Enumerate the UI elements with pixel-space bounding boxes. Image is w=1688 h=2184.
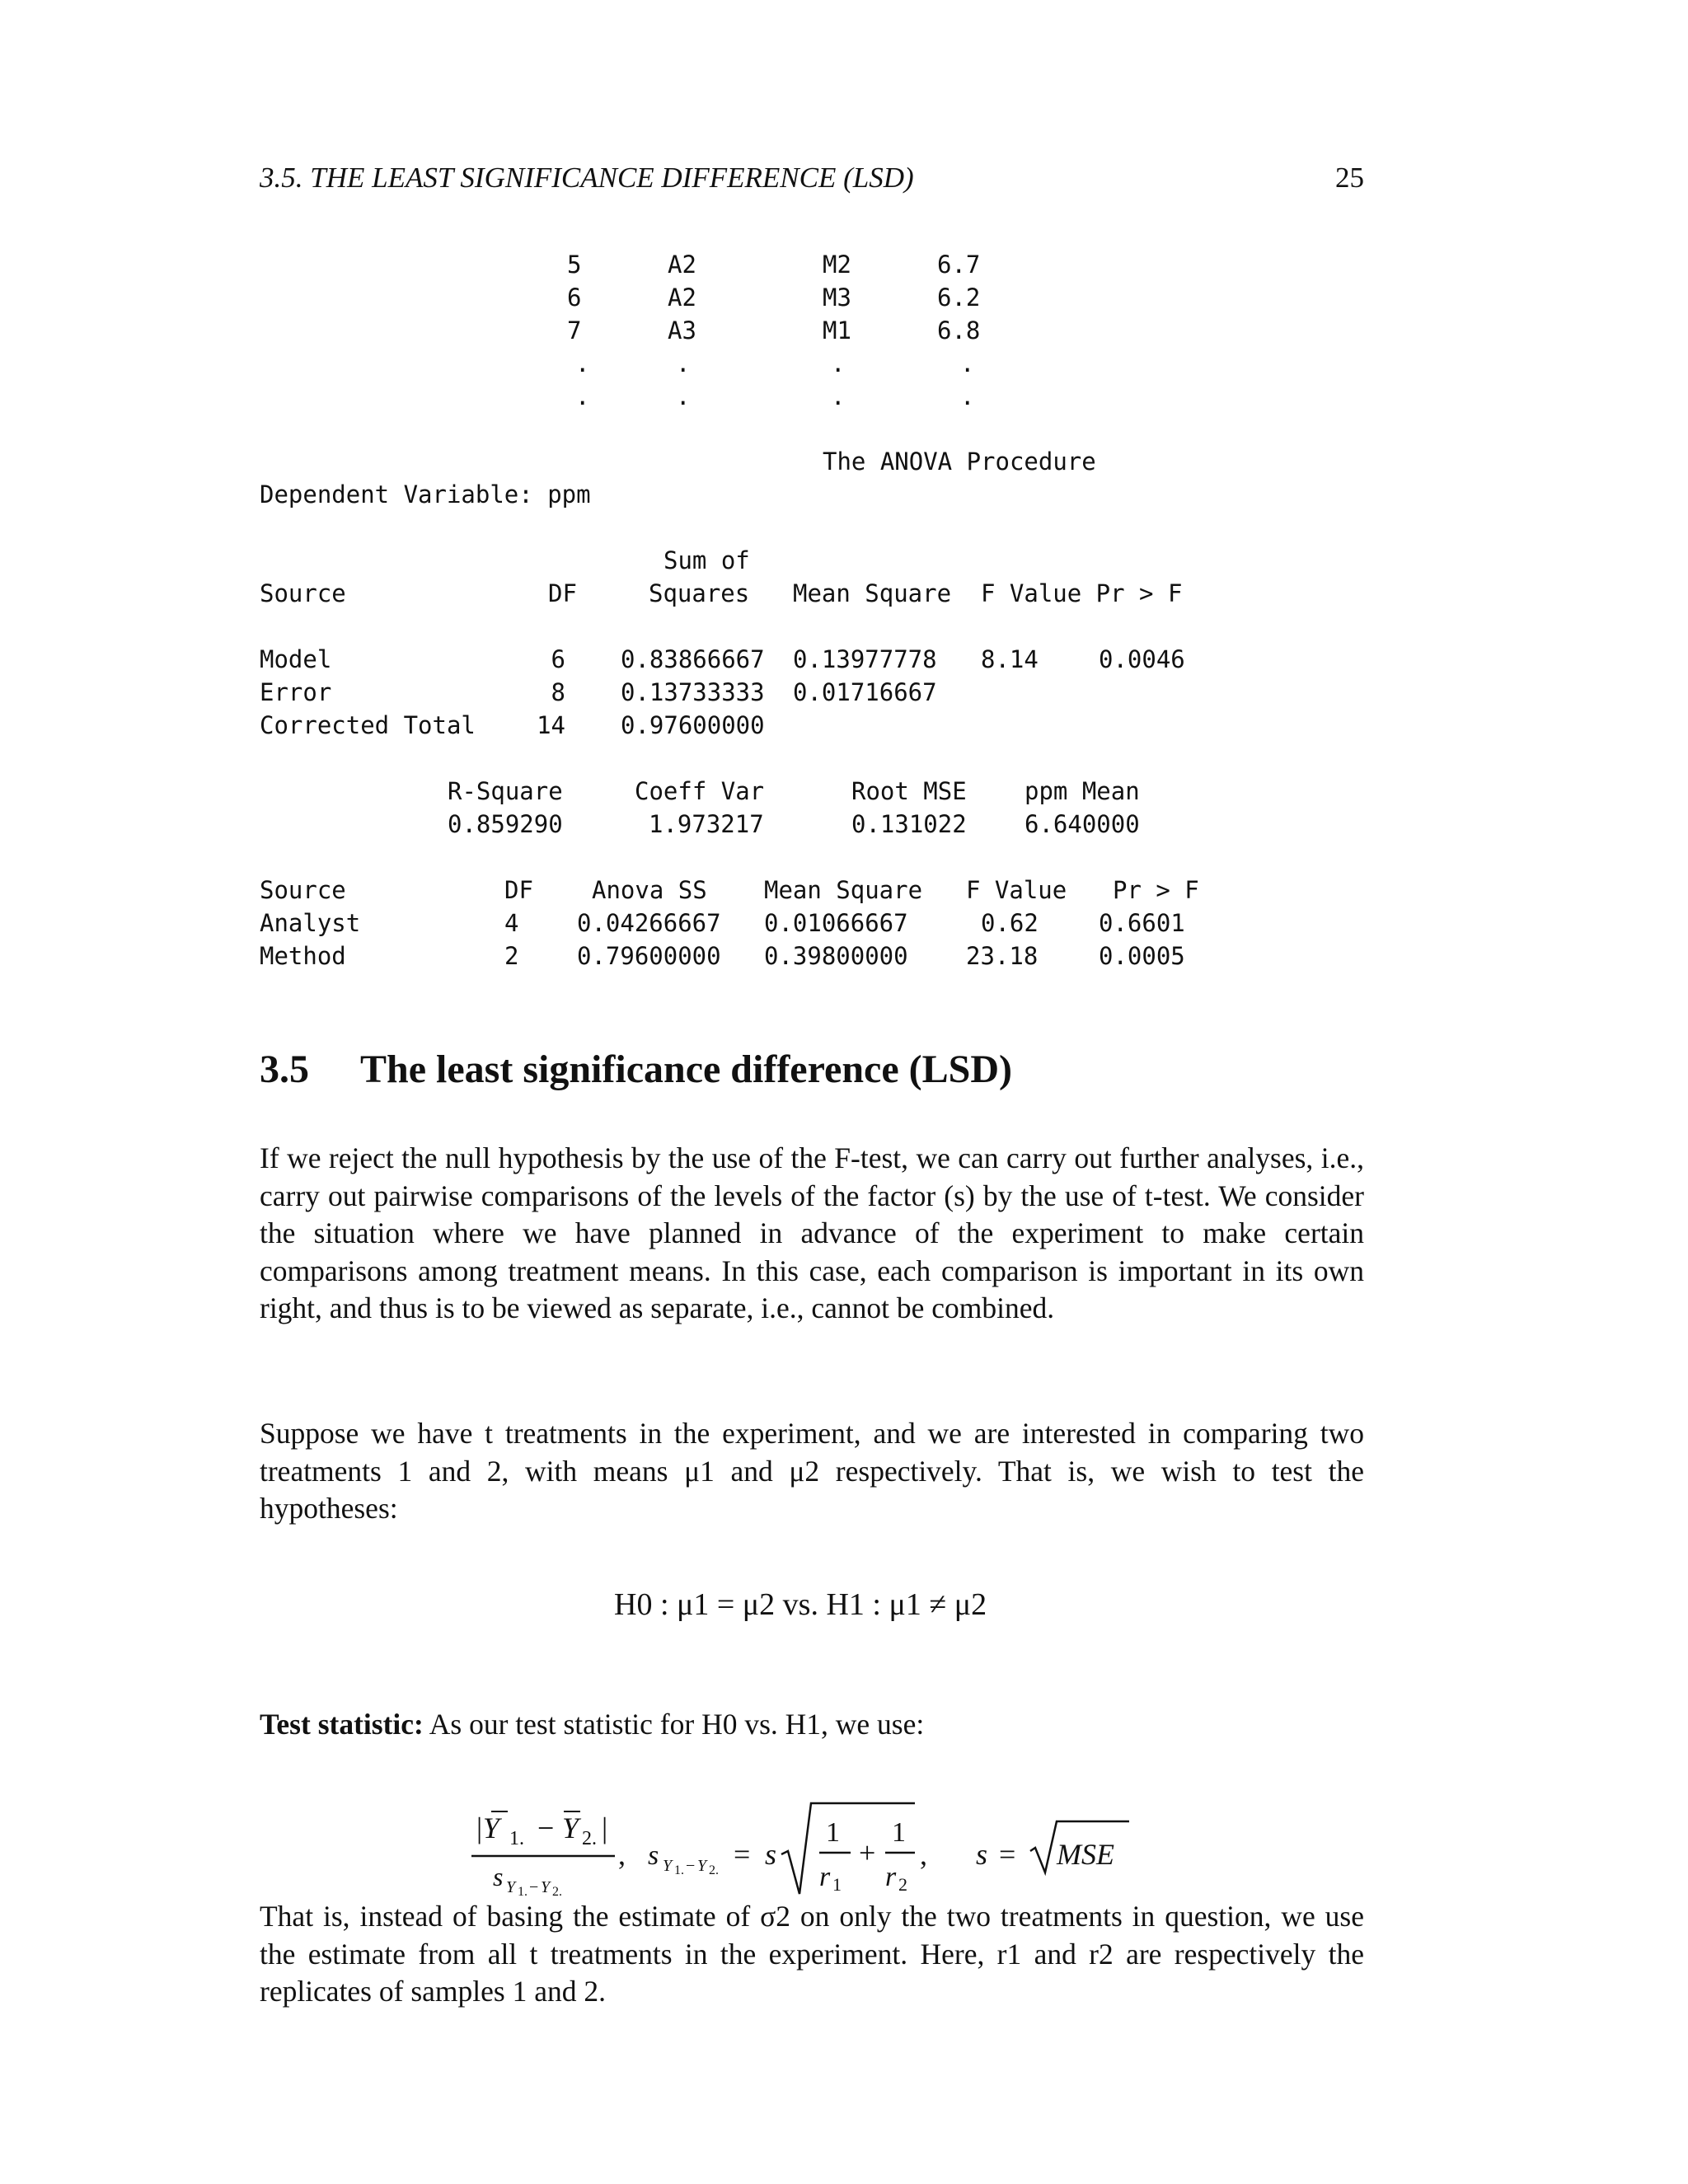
listing-ppm: 6.8: [937, 316, 981, 344]
running-header: [260, 162, 1364, 203]
listing-ppm: 6.2: [937, 284, 981, 312]
anova-header-df: DF: [548, 579, 577, 607]
fit-value-ppmmean: 6.640000: [1025, 810, 1140, 838]
listing-method: M3: [823, 284, 851, 312]
svg-text:,: ,: [920, 1838, 927, 1871]
svg-text:Y: Y: [506, 1878, 516, 1896]
formula-graphic: [470, 1797, 1212, 1904]
anova-row-df: 6: [551, 645, 565, 673]
test-statistic-text: As our test statistic for H0 vs. H1, we use:: [429, 1708, 925, 1741]
anova-header-source: Source: [260, 579, 346, 607]
fit-value-coeffvar: 1.973217: [649, 810, 764, 838]
svg-text:2.: 2.: [552, 1885, 562, 1899]
listing-ppm: 6.7: [937, 251, 981, 279]
svg-text:−: −: [529, 1878, 539, 1896]
typess-row-df: 2: [504, 942, 519, 970]
listing-method: M2: [823, 251, 851, 279]
svg-text:2: 2: [898, 1874, 907, 1895]
typess-row-f: 23.18: [966, 942, 1039, 970]
svg-text:−: −: [686, 1857, 696, 1875]
anova-header-ss1: Sum of: [663, 546, 750, 574]
svg-text:Y: Y: [663, 1857, 673, 1875]
svg-text:r: r: [819, 1862, 831, 1892]
svg-text:|Y: |Y: [475, 1811, 499, 1844]
svg-text:1.: 1.: [509, 1828, 524, 1849]
svg-text:Y: Y: [562, 1811, 579, 1844]
listing-obs: 6: [567, 284, 582, 312]
svg-text:1: 1: [826, 1817, 840, 1848]
listing-dot: .: [575, 382, 590, 410]
listing-analyst: A2: [668, 251, 696, 279]
typess-row-p: 0.0005: [1099, 942, 1185, 970]
anova-row-ms: 0.13977778: [793, 645, 937, 673]
fit-value-rsquare: 0.859290: [448, 810, 563, 838]
svg-text:s: s: [648, 1840, 659, 1871]
svg-text:2.: 2.: [582, 1828, 597, 1849]
svg-text:Y: Y: [541, 1878, 551, 1896]
typess-row-source: Method: [260, 942, 346, 970]
svg-text:s: s: [493, 1862, 504, 1891]
fit-label-ppmmean: ppm Mean: [1025, 777, 1140, 805]
anova-row-source: Corrected Total: [260, 711, 476, 739]
anova-row-df: 14: [537, 711, 565, 739]
anova-header-ss2: Squares: [649, 579, 750, 607]
section-heading: [260, 1047, 1012, 1092]
anova-row-p: 0.0046: [1099, 645, 1185, 673]
fit-label-coeffvar: Coeff Var: [635, 777, 765, 805]
typess-header-source: Source: [260, 876, 346, 904]
anova-row-ms: 0.01716667: [793, 678, 937, 706]
typess-header-f: F Value: [966, 876, 1067, 904]
typess-header-ms: Mean Square: [764, 876, 923, 904]
svg-text:1: 1: [892, 1817, 906, 1848]
listing-dot: .: [831, 349, 846, 377]
typess-header-p: Pr > F: [1113, 876, 1199, 904]
svg-text:r: r: [885, 1862, 897, 1892]
listing-analyst: A2: [668, 284, 696, 312]
listing-obs: 7: [567, 316, 582, 344]
svg-text:1: 1: [832, 1874, 842, 1895]
listing-obs: 5: [567, 251, 582, 279]
typess-row-source: Analyst: [260, 909, 361, 937]
dependent-variable: Dependent Variable: ppm: [260, 480, 591, 509]
typess-row-df: 4: [504, 909, 519, 937]
anova-row-source: Model: [260, 645, 332, 673]
svg-text:s: s: [976, 1838, 988, 1871]
svg-text:+: +: [859, 1836, 876, 1869]
typess-row-p: 0.6601: [1099, 909, 1185, 937]
test-statistic-formula: [470, 1797, 1212, 1904]
typess-row-ms: 0.01066667: [764, 909, 908, 937]
listing-dot: .: [676, 382, 691, 410]
typess-header-ss: Anova SS: [592, 876, 707, 904]
anova-procedure-title: The ANOVA Procedure: [823, 448, 1096, 476]
anova-row-ss: 0.83866667: [621, 645, 765, 673]
page-number: 25: [1335, 162, 1364, 194]
svg-text:1.: 1.: [518, 1885, 528, 1899]
test-statistic-label: Test statistic:: [260, 1708, 424, 1741]
svg-text:|: |: [602, 1811, 608, 1844]
svg-text:s: s: [765, 1838, 777, 1871]
paragraph-2: Suppose we have t treatments in the experiment, and we are interested in comparing two treatments 1 and 2, with means μ1 and μ2 respectively. That is, we wish to test the hypotheses:: [260, 1417, 1364, 1525]
paragraph-3: That is, instead of basing the estimate of σ2 on only the two treatments in question, we use the estimate from all t treatments in the experiment. Here, r1 and r2 are respectively the replicates of samples 1 and 2.: [260, 1900, 1364, 2008]
anova-row-source: Error: [260, 678, 332, 706]
svg-text:MSE: MSE: [1057, 1838, 1114, 1871]
svg-text:−: −: [537, 1811, 555, 1844]
svg-text:Y: Y: [697, 1857, 707, 1875]
svg-text:1.: 1.: [674, 1863, 684, 1877]
fit-label-rsquare: R-Square: [448, 777, 563, 805]
hypothesis-equation: H0 : μ1 = μ2 vs. H1 : μ1 ≠ μ2: [614, 1587, 987, 1622]
typess-row-f: 0.62: [981, 909, 1039, 937]
svg-text:,: ,: [618, 1838, 626, 1871]
anova-row-ss: 0.97600000: [621, 711, 765, 739]
test-statistic-line: [260, 1706, 1364, 1744]
listing-analyst: A3: [668, 316, 696, 344]
section-title: The least significance difference (LSD): [360, 1047, 1012, 1091]
listing-dot: .: [676, 349, 691, 377]
svg-text:=: =: [999, 1838, 1016, 1871]
anova-header-fp: F Value Pr > F: [981, 579, 1183, 607]
typess-header-df: DF: [504, 876, 533, 904]
listing-dot: .: [575, 349, 590, 377]
running-header-title: 3.5. THE LEAST SIGNIFICANCE DIFFERENCE (LSD): [260, 162, 914, 194]
typess-row-ss: 0.79600000: [577, 942, 721, 970]
listing-method: M1: [823, 316, 851, 344]
typess-row-ms: 0.39800000: [764, 942, 908, 970]
listing-dot: .: [960, 382, 975, 410]
listing-dot: .: [831, 382, 846, 410]
anova-row-ss: 0.13733333: [621, 678, 765, 706]
fit-label-rootmse: Root MSE: [851, 777, 967, 805]
anova-header-ms: Mean Square: [793, 579, 952, 607]
typess-row-ss: 0.04266667: [577, 909, 721, 937]
listing-dot: .: [960, 349, 975, 377]
anova-row-df: 8: [551, 678, 565, 706]
svg-text:2.: 2.: [709, 1863, 719, 1877]
fit-value-rootmse: 0.131022: [851, 810, 967, 838]
svg-text:=: =: [734, 1838, 751, 1871]
anova-row-f: 8.14: [981, 645, 1039, 673]
section-number: 3.5: [260, 1047, 309, 1091]
paragraph-1: If we reject the null hypothesis by the use of the F-test, we can carry out further analyses, i.e., carry out pairwise comparisons of the levels of the factor (s) by the use of t-test. We consider the situation where we have planned in advance of the experiment to make certain comparisons among treatment means. In this case, each comparison is important in its own right, and thus is to be viewed as separate, i.e., cannot be combined.: [260, 1141, 1364, 1324]
